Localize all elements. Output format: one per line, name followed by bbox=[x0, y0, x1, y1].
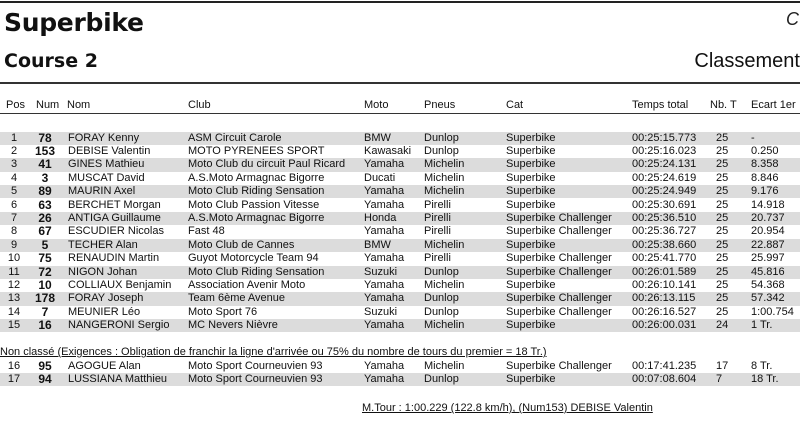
cell-nbt: 25 bbox=[716, 158, 729, 171]
cell-cat: Superbike bbox=[506, 158, 556, 171]
cell-cat: Superbike Challenger bbox=[506, 292, 612, 305]
table-row bbox=[0, 292, 800, 305]
cell-num: 153 bbox=[34, 143, 56, 158]
table-row bbox=[0, 225, 800, 238]
cell-pos: 6 bbox=[10, 198, 18, 211]
cell-ecart: 8.358 bbox=[751, 158, 779, 171]
cell-moto: Yamaha bbox=[364, 198, 405, 211]
table-row bbox=[0, 360, 800, 373]
cell-nbt: 25 bbox=[716, 278, 729, 291]
col-header-nom: Nom bbox=[67, 99, 91, 111]
cell-cat: Superbike Challenger bbox=[506, 265, 612, 278]
cell-cat: Superbike Challenger bbox=[506, 252, 612, 265]
cell-nbt: 25 bbox=[716, 211, 729, 224]
cell-nbt: 25 bbox=[716, 131, 729, 144]
col-header-cat: Cat bbox=[506, 99, 524, 111]
cell-num: 75 bbox=[38, 251, 52, 266]
cell-moto: Ducati bbox=[364, 171, 396, 184]
cell-moto: Suzuki bbox=[364, 305, 398, 318]
cell-num: 5 bbox=[41, 237, 49, 252]
header-separator bbox=[0, 82, 800, 84]
cell-club: Team 6ème Avenue bbox=[188, 292, 286, 305]
cell-club: ASM Circuit Carole bbox=[188, 131, 282, 144]
cell-pneus: Michelin bbox=[424, 185, 465, 198]
cell-temps: 00:26:13.115 bbox=[632, 292, 696, 305]
cell-nbt: 25 bbox=[716, 198, 729, 211]
cell-moto: Yamaha bbox=[364, 292, 405, 305]
cell-ecart: 22.887 bbox=[751, 238, 785, 251]
cell-temps: 00:25:16.023 bbox=[632, 144, 697, 157]
cell-pos: 12 bbox=[7, 278, 21, 291]
cell-num: 178 bbox=[34, 291, 56, 306]
cell-club: Moto Sport Courneuvien 93 bbox=[188, 372, 323, 385]
cell-temps: 00:25:24.131 bbox=[632, 158, 697, 171]
cell-cat: Superbike bbox=[506, 171, 556, 184]
table-row bbox=[0, 252, 800, 265]
cell-pos: 7 bbox=[10, 211, 18, 224]
cell-moto: Yamaha bbox=[364, 158, 405, 171]
cell-nbt: 25 bbox=[716, 265, 729, 278]
cell-club: A.S.Moto Armagnac Bigorre bbox=[188, 171, 325, 184]
cell-cat: Superbike Challenger bbox=[506, 305, 612, 318]
cell-moto: Yamaha bbox=[364, 278, 405, 291]
cell-nom: BERCHET Morgan bbox=[68, 198, 161, 211]
col-header-moto: Moto bbox=[364, 99, 389, 111]
cell-pneus: Dunlop bbox=[424, 292, 459, 305]
cell-pos: 10 bbox=[7, 252, 21, 265]
cell-num: 72 bbox=[38, 264, 52, 279]
page-title: Superbike bbox=[4, 8, 144, 37]
column-header-rule bbox=[0, 113, 800, 114]
cell-num: 3 bbox=[41, 170, 49, 185]
cell-num: 78 bbox=[38, 130, 52, 145]
cell-cat: Superbike bbox=[506, 319, 556, 332]
cell-pos: 11 bbox=[8, 265, 20, 278]
table-row bbox=[0, 185, 800, 198]
col-header-num: Num bbox=[36, 99, 60, 111]
cell-pneus: Michelin bbox=[424, 359, 465, 372]
cell-nom: FORAY Kenny bbox=[68, 131, 140, 144]
cell-cat: Superbike bbox=[506, 278, 556, 291]
col-header-ecart: Ecart 1er bbox=[751, 99, 796, 111]
col-header-temps: Temps total bbox=[632, 99, 689, 111]
cell-num: 7 bbox=[41, 304, 49, 319]
cell-nbt: 25 bbox=[716, 144, 729, 157]
cell-nbt: 25 bbox=[716, 292, 729, 305]
cell-pos: 5 bbox=[10, 185, 18, 198]
cell-cat: Superbike bbox=[506, 198, 556, 211]
cell-club: Moto Club Riding Sensation bbox=[188, 185, 325, 198]
cell-moto: Yamaha bbox=[364, 225, 405, 238]
cell-pneus: Dunlop bbox=[424, 144, 459, 157]
cell-club: Moto Club de Cannes bbox=[188, 238, 295, 251]
cell-club: MOTO PYRENEES SPORT bbox=[188, 144, 325, 157]
cell-nom: MUSCAT David bbox=[68, 171, 145, 184]
table-row bbox=[0, 373, 800, 386]
table-row bbox=[0, 319, 800, 332]
cell-nom: COLLIAUX Benjamin bbox=[68, 278, 172, 291]
cell-nom: ESCUDIER Nicolas bbox=[68, 225, 164, 238]
cell-club: Moto Club du circuit Paul Ricard bbox=[188, 158, 346, 171]
cell-temps: 00:25:15.773 bbox=[632, 131, 697, 144]
cell-temps: 00:25:41.770 bbox=[632, 252, 697, 265]
cell-ecart: - bbox=[751, 131, 755, 144]
cell-club: Moto Club Riding Sensation bbox=[188, 265, 325, 278]
cell-cat: Superbike bbox=[506, 131, 556, 144]
cell-num: 94 bbox=[38, 371, 52, 386]
cell-ecart: 20.737 bbox=[751, 211, 785, 224]
cell-ecart: 14.918 bbox=[751, 198, 785, 211]
cell-nom: GINES Mathieu bbox=[68, 158, 145, 171]
cell-temps: 00:07:08.604 bbox=[632, 372, 697, 385]
cell-ecart: 9.176 bbox=[751, 185, 779, 198]
cell-pos: 9 bbox=[10, 238, 18, 251]
corner-cut-text: C bbox=[786, 9, 799, 29]
cell-club: Moto Club Passion Vitesse bbox=[188, 198, 320, 211]
cell-moto: BMW bbox=[364, 238, 391, 251]
cell-moto: Yamaha bbox=[364, 319, 405, 332]
cell-num: 89 bbox=[38, 184, 52, 199]
cell-pneus: Michelin bbox=[424, 158, 465, 171]
cell-pos: 16 bbox=[7, 359, 21, 372]
table-row bbox=[0, 132, 800, 145]
table-row bbox=[0, 145, 800, 158]
col-header-pneus: Pneus bbox=[424, 99, 456, 111]
cell-nbt: 25 bbox=[716, 171, 729, 184]
cell-temps: 00:25:38.660 bbox=[632, 238, 697, 251]
cell-pneus: Pirelli bbox=[424, 211, 451, 224]
col-header-pos: Pos bbox=[6, 99, 25, 111]
cell-nbt: 25 bbox=[716, 225, 729, 238]
cell-ecart: 8 Tr. bbox=[751, 359, 773, 372]
cell-ecart: 1:00.754 bbox=[751, 305, 794, 318]
cell-pneus: Pirelli bbox=[424, 198, 451, 211]
cell-temps: 00:25:30.691 bbox=[632, 198, 697, 211]
cell-ecart: 1 Tr. bbox=[751, 319, 773, 332]
cell-moto: BMW bbox=[364, 131, 391, 144]
cell-temps: 00:25:36.727 bbox=[632, 225, 697, 238]
cell-nbt: 25 bbox=[716, 252, 729, 265]
table-row bbox=[0, 158, 800, 171]
non-classe-note: Non classé (Exigences : Obligation de franchir la ligne d'arrivée ou 75% du nombre de tours du premier = 18 Tr.) bbox=[0, 346, 547, 358]
cell-club: A.S.Moto Armagnac Bigorre bbox=[188, 211, 325, 224]
cell-pneus: Michelin bbox=[424, 319, 465, 332]
cell-moto: Yamaha bbox=[364, 185, 405, 198]
cell-cat: Superbike bbox=[506, 238, 556, 251]
classement-label: Classement bbox=[694, 50, 800, 72]
cell-nom: NIGON Johan bbox=[68, 265, 138, 278]
cell-pos: 14 bbox=[7, 305, 21, 318]
cell-cat: Superbike bbox=[506, 372, 556, 385]
cell-temps: 00:26:00.031 bbox=[632, 319, 697, 332]
cell-pos: 1 bbox=[10, 131, 18, 144]
cell-pos: 17 bbox=[7, 372, 21, 385]
cell-nom: RENAUDIN Martin bbox=[68, 252, 160, 265]
cell-temps: 00:26:10.141 bbox=[632, 278, 697, 291]
cell-ecart: 45.816 bbox=[751, 265, 785, 278]
cell-pos: 15 bbox=[7, 319, 21, 332]
cell-nbt: 24 bbox=[716, 319, 729, 332]
cell-ecart: 25.997 bbox=[751, 252, 785, 265]
cell-club: Fast 48 bbox=[188, 225, 225, 238]
cell-ecart: 8.846 bbox=[751, 171, 779, 184]
table-row bbox=[0, 279, 800, 292]
cell-pos: 3 bbox=[10, 158, 18, 171]
cell-nom: AGOGUE Alan bbox=[68, 359, 141, 372]
table-row bbox=[0, 266, 800, 279]
cell-moto: Kawasaki bbox=[364, 144, 412, 157]
cell-moto: Yamaha bbox=[364, 252, 405, 265]
cell-num: 41 bbox=[38, 157, 52, 172]
cell-nom: NANGERONI Sergio bbox=[68, 319, 170, 332]
table-row bbox=[0, 172, 800, 185]
table-row bbox=[0, 199, 800, 212]
cell-temps: 00:26:01.589 bbox=[632, 265, 697, 278]
cell-temps: 00:17:41.235 bbox=[632, 359, 697, 372]
cell-num: 95 bbox=[38, 358, 52, 373]
cell-num: 67 bbox=[38, 224, 52, 239]
cell-moto: Yamaha bbox=[364, 372, 405, 385]
table-row bbox=[0, 306, 800, 319]
cell-nom: TECHER Alan bbox=[68, 238, 138, 251]
cell-nbt: 25 bbox=[716, 238, 729, 251]
cell-pneus: Pirelli bbox=[424, 225, 451, 238]
best-lap-note: M.Tour : 1:00.229 (122.8 km/h), (Num153) DEBISE Valentin bbox=[362, 402, 653, 414]
cell-cat: Superbike Challenger bbox=[506, 211, 612, 224]
cell-temps: 00:26:16.527 bbox=[632, 305, 697, 318]
cell-nbt: 25 bbox=[716, 185, 729, 198]
cell-pos: 8 bbox=[10, 225, 18, 238]
cell-pneus: Michelin bbox=[424, 171, 465, 184]
cell-ecart: 18 Tr. bbox=[751, 372, 779, 385]
cell-pneus: Michelin bbox=[424, 278, 465, 291]
cell-ecart: 20.954 bbox=[751, 225, 785, 238]
cell-pos: 2 bbox=[10, 144, 18, 157]
cell-pneus: Dunlop bbox=[424, 305, 459, 318]
col-header-nbt: Nb. T bbox=[710, 99, 737, 111]
cell-cat: Superbike bbox=[506, 144, 556, 157]
col-header-club: Club bbox=[188, 99, 211, 111]
cell-cat: Superbike Challenger bbox=[506, 225, 612, 238]
cell-pos: 4 bbox=[10, 171, 18, 184]
cell-club: Moto Sport Courneuvien 93 bbox=[188, 359, 323, 372]
cell-temps: 00:25:36.510 bbox=[632, 211, 697, 224]
cell-num: 63 bbox=[38, 197, 52, 212]
cell-club: Association Avenir Moto bbox=[188, 278, 306, 291]
cell-pneus: Michelin bbox=[424, 238, 465, 251]
cell-club: MC Nevers Nièvre bbox=[188, 319, 278, 332]
cell-nom: LUSSIANA Matthieu bbox=[68, 372, 168, 385]
table-row bbox=[0, 212, 800, 225]
cell-nbt: 7 bbox=[716, 372, 723, 385]
cell-ecart: 0.250 bbox=[751, 144, 779, 157]
cell-cat: Superbike bbox=[506, 185, 556, 198]
cell-temps: 00:25:24.619 bbox=[632, 171, 697, 184]
cell-moto: Suzuki bbox=[364, 265, 398, 278]
cell-moto: Yamaha bbox=[364, 359, 405, 372]
cell-pos: 13 bbox=[7, 292, 21, 305]
cell-pneus: Dunlop bbox=[424, 265, 459, 278]
cell-ecart: 54.368 bbox=[751, 278, 785, 291]
cell-nom: DEBISE Valentin bbox=[68, 144, 151, 157]
cell-pneus: Dunlop bbox=[424, 131, 459, 144]
cell-num: 26 bbox=[38, 210, 52, 225]
table-row bbox=[0, 239, 800, 252]
cell-moto: Honda bbox=[364, 211, 397, 224]
cell-pneus: Dunlop bbox=[424, 372, 459, 385]
race-subtitle: Course 2 bbox=[4, 50, 98, 72]
cell-num: 10 bbox=[38, 277, 52, 292]
cell-pneus: Pirelli bbox=[424, 252, 451, 265]
cell-num: 16 bbox=[38, 318, 52, 333]
cell-ecart: 57.342 bbox=[751, 292, 785, 305]
cell-nom: ANTIGA Guillaume bbox=[68, 211, 161, 224]
top-rule bbox=[0, 1, 800, 3]
cell-club: Guyot Motorcycle Team 94 bbox=[188, 252, 319, 265]
cell-club: Moto Sport 76 bbox=[188, 305, 258, 318]
cell-nom: MEUNIER Léo bbox=[68, 305, 141, 318]
cell-cat: Superbike Challenger bbox=[506, 359, 612, 372]
cell-nom: FORAY Joseph bbox=[68, 292, 144, 305]
cell-nom: MAURIN Axel bbox=[68, 185, 136, 198]
cell-nbt: 17 bbox=[716, 359, 729, 372]
cell-temps: 00:25:24.949 bbox=[632, 185, 697, 198]
cell-nbt: 25 bbox=[716, 305, 729, 318]
